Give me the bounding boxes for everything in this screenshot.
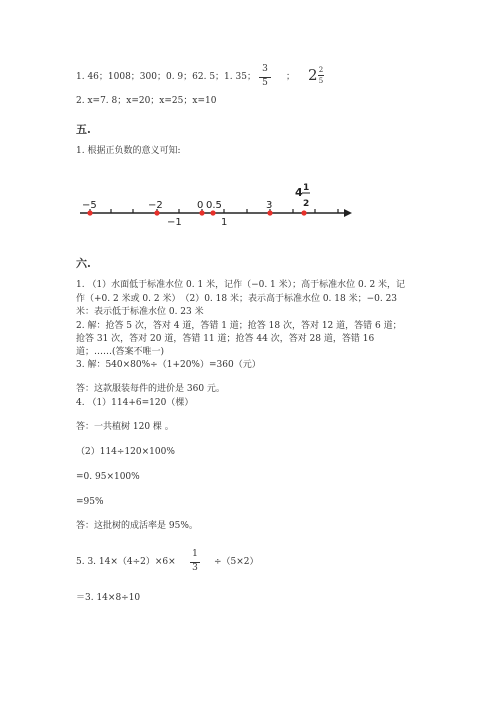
fraction-numerator: 3 xyxy=(262,64,268,74)
answer-line-2: 2. x=7. 8；x=20；x=25；x=10 xyxy=(76,96,217,106)
q5-fraction-numerator: 1 xyxy=(192,549,198,559)
answer-4b: 答：这批树的成活率是 95%。 xyxy=(76,521,198,531)
q5-fraction-denominator: 3 xyxy=(192,563,198,573)
section-heading-5: 五. xyxy=(76,123,91,136)
question-5-right: ÷（5×2） xyxy=(214,557,259,567)
label-0: 0 xyxy=(197,200,204,211)
label-minus-2: −2 xyxy=(148,200,163,211)
label-0-5: 0.5 xyxy=(206,200,222,211)
mixed-number-numerator: 2 xyxy=(318,66,324,74)
label-mixed-whole: 4 xyxy=(295,186,303,199)
point-minus-2 xyxy=(154,210,159,215)
question-4a: 4. （1）114+6=120（棵） xyxy=(76,398,194,408)
question-5-1: 1. 根据正负数的意义可知: xyxy=(76,146,181,156)
answer-6-line-1: 1. （1）水面低于标准水位 0. 1 米，记作（−0. 1 米）；高于标准水位 0. 2 米，记 xyxy=(76,280,406,290)
point-minus-5 xyxy=(87,210,92,215)
answer-6-line-6: 道；……(答案不唯一) xyxy=(76,347,165,357)
label-mixed-denominator: 2 xyxy=(303,199,310,209)
mixed-number-denominator: 5 xyxy=(318,77,324,85)
number-line xyxy=(76,178,366,230)
mixed-number-whole: 2 xyxy=(308,66,318,84)
section-heading-6: 六. xyxy=(76,257,91,270)
answer-6-line-7: 3. 解：540×80%÷（1+20%）=360（元） xyxy=(76,360,261,370)
label-minus-1: −1 xyxy=(167,217,182,228)
label-minus-5: −5 xyxy=(82,200,97,211)
separator: ； xyxy=(286,72,296,82)
answer-6-line-3: 米：表示低于标准水位 0. 23 米 xyxy=(76,307,204,317)
step-4b-1: =0. 95×100% xyxy=(76,472,140,482)
answer-3: 答：这款服装每件的进价是 360 元。 xyxy=(76,384,225,394)
answer-6-line-4: 2. 解：抢答 5 次，答对 4 道，答错 1 道；抢答 18 次，答对 12 道，答错 6 道； xyxy=(76,321,402,331)
step-4b-2: =95% xyxy=(76,497,104,507)
answer-6-line-2: 作（+0. 2 米或 0. 2 米） （2）0. 18 米；表示高于标准水位 0. 18 米；−0. 23 xyxy=(76,294,398,304)
arrow-head-icon xyxy=(344,209,352,217)
answer-4a: 答：一共植树 120 棵 。 xyxy=(76,422,174,432)
step-5-1: ＝3. 14×8÷10 xyxy=(76,593,141,603)
point-4-5 xyxy=(301,210,306,215)
point-3 xyxy=(267,210,272,215)
question-5-left: 5. 3. 14×（4÷2）×6× xyxy=(76,557,176,567)
answer-6-line-5: 抢答 31 次，答对 20 道，答错 11 道；抢答 44 次，答对 28 道，答错 16 xyxy=(76,334,375,344)
label-mixed-numerator: 1 xyxy=(303,183,310,193)
label-1: 1 xyxy=(221,217,228,228)
point-0 xyxy=(199,210,204,215)
mixed-fraction-bar xyxy=(318,75,324,76)
fraction-denominator: 5 xyxy=(262,78,268,88)
point-0-5 xyxy=(210,210,215,215)
question-4b: （2）114÷120×100% xyxy=(76,447,175,457)
label-3: 3 xyxy=(266,200,273,211)
answer-line-1: 1. 46；1008；300；0. 9；62. 5；1. 35； xyxy=(76,72,256,82)
